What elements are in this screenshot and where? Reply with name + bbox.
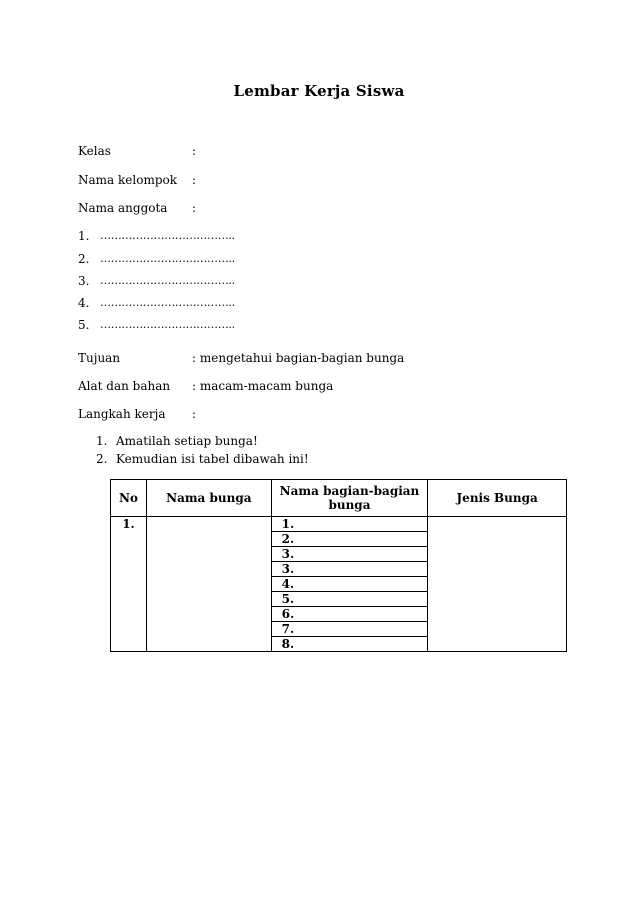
header-jenis-bunga: Jenis Bunga xyxy=(428,480,567,517)
step-text: Amatilah setiap bunga! xyxy=(116,434,258,448)
cell-part: 7. xyxy=(271,622,428,637)
field-label: Tujuan xyxy=(78,351,121,365)
header-nama-bagian: Nama bagian-bagian bunga xyxy=(271,480,428,517)
table-row xyxy=(111,517,567,532)
page-title: Lembar Kerja Siswa xyxy=(233,82,405,100)
cell-part: 5. xyxy=(271,592,428,607)
header-no: No xyxy=(111,480,147,517)
cell-part: 2. xyxy=(271,532,428,547)
member-blank: ……………………………….. xyxy=(100,296,235,309)
field-label: Nama kelompok xyxy=(78,173,177,187)
cell-part: 6. xyxy=(271,607,428,622)
field-value: : macam-macam bunga xyxy=(192,379,334,393)
cell-part: 3. xyxy=(271,547,428,562)
member-blank: ……………………………….. xyxy=(100,318,235,331)
member-number: 1. xyxy=(78,229,90,243)
field-label: Kelas xyxy=(78,144,111,158)
cell-row-number: 1. xyxy=(111,517,147,652)
step-number: 1. xyxy=(96,434,108,448)
observation-table xyxy=(110,479,567,652)
member-number: 3. xyxy=(78,274,90,288)
member-number: 2. xyxy=(78,252,90,266)
cell-jenis-bunga-empty[interactable] xyxy=(428,517,567,652)
field-value: : xyxy=(192,201,197,215)
field-label: Alat dan bahan xyxy=(78,379,171,393)
member-blank: ……………………………….. xyxy=(100,252,235,265)
field-value: : xyxy=(192,144,197,158)
cell-nama-bunga-empty[interactable] xyxy=(146,517,271,652)
cell-part: 4. xyxy=(271,577,428,592)
field-label: Langkah kerja xyxy=(78,407,166,421)
step-number: 2. xyxy=(96,452,108,466)
cell-part: 3. xyxy=(271,562,428,577)
step-text: Kemudian isi tabel dibawah ini! xyxy=(116,452,309,466)
member-blank: ……………………………….. xyxy=(100,274,235,287)
member-number: 5. xyxy=(78,318,90,332)
field-value: : mengetahui bagian-bagian bunga xyxy=(192,351,405,365)
cell-part: 1. xyxy=(271,517,428,532)
field-value: : xyxy=(192,407,197,421)
member-number: 4. xyxy=(78,296,90,310)
field-label: Nama anggota xyxy=(78,201,168,215)
header-nama-bunga: Nama bunga xyxy=(146,480,271,517)
member-blank: ……………………………….. xyxy=(100,229,235,242)
field-value: : xyxy=(192,173,197,187)
table-header-row xyxy=(111,480,567,517)
cell-part: 8. xyxy=(271,637,428,652)
